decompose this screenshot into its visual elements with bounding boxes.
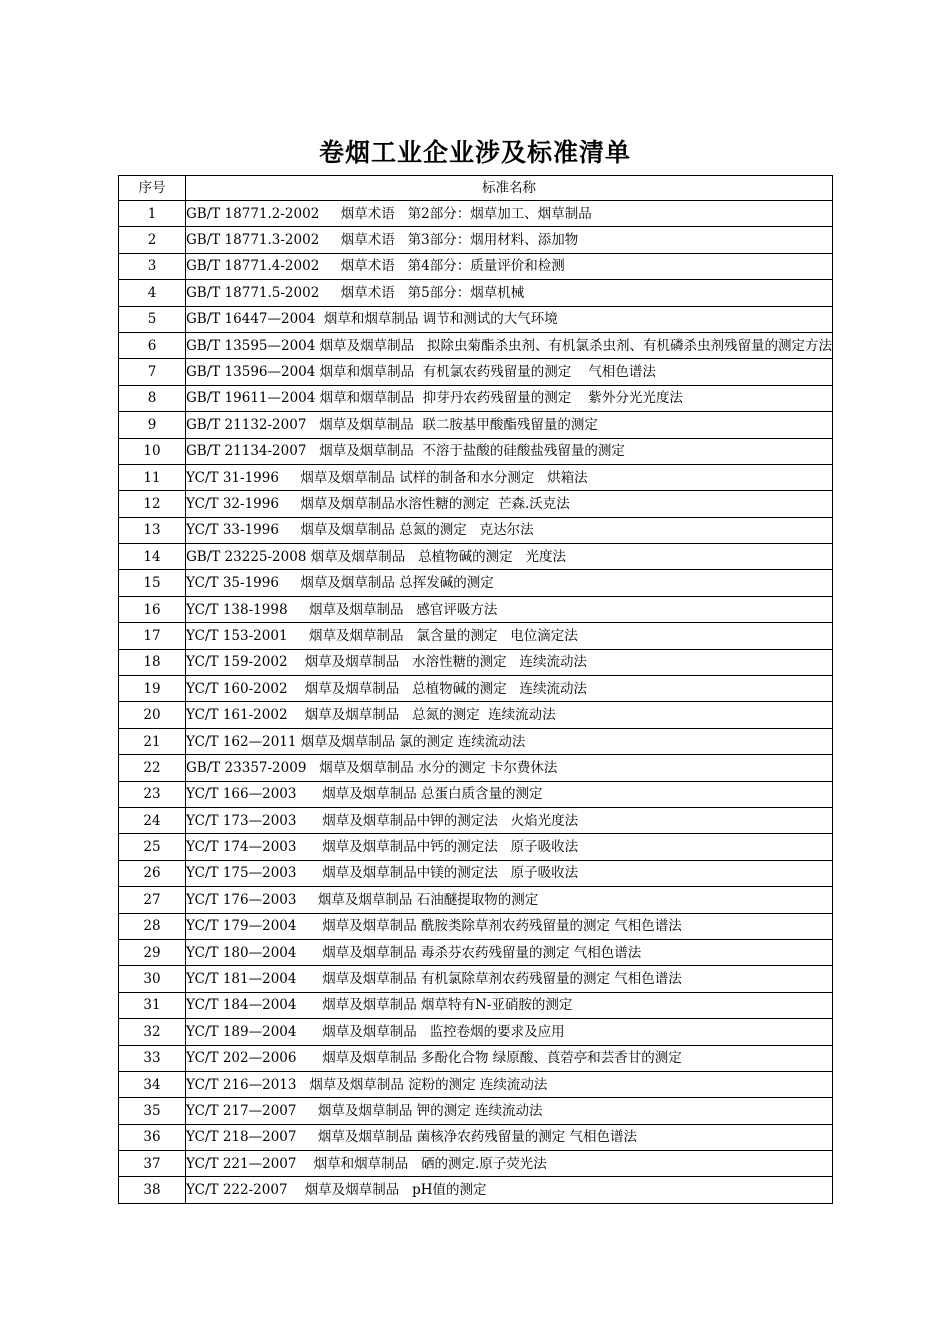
table-header-row: [119, 176, 833, 201]
row-number: 25: [119, 834, 186, 860]
standard-name: YC/T 216—2013 烟草及烟草制品 淀粉的测定 连续流动法: [186, 1071, 833, 1097]
table-row: [119, 702, 833, 728]
column-header-no: 序号: [119, 176, 186, 201]
row-number: 37: [119, 1151, 186, 1177]
standard-name: GB/T 18771.2-2002 烟草术语 第2部分：烟草加工、烟草制品: [186, 201, 833, 227]
table-row: [119, 596, 833, 622]
row-number: 10: [119, 438, 186, 464]
table-row: [119, 966, 833, 992]
standard-name: GB/T 21132-2007 烟草及烟草制品 联二胺基甲酸酯残留量的测定: [186, 412, 833, 438]
row-number: 29: [119, 939, 186, 965]
table-row: [119, 1151, 833, 1177]
row-number: 16: [119, 596, 186, 622]
table-row: [119, 939, 833, 965]
standard-name: GB/T 18771.4-2002 烟草术语 第4部分：质量评价和检测: [186, 253, 833, 279]
table-row: [119, 280, 833, 306]
standard-name: GB/T 23357-2009 烟草及烟草制品 水分的测定 卡尔费休法: [186, 755, 833, 781]
standard-name: GB/T 18771.3-2002 烟草术语 第3部分：烟用材料、添加物: [186, 227, 833, 253]
standards-table: [118, 175, 833, 1204]
table-row: [119, 544, 833, 570]
row-number: 20: [119, 702, 186, 728]
standard-name: GB/T 19611—2004 烟草和烟草制品 抑芽丹农药残留量的测定 紫外分光光度法: [186, 385, 833, 411]
standard-name: YC/T 159-2002 烟草及烟草制品 水溶性糖的测定 连续流动法: [186, 649, 833, 675]
table-row: [119, 807, 833, 833]
row-number: 17: [119, 623, 186, 649]
standard-name: YC/T 153-2001 烟草及烟草制品 氯含量的测定 电位滴定法: [186, 623, 833, 649]
standard-name: YC/T 218—2007 烟草及烟草制品 菌核净农药残留量的测定 气相色谱法: [186, 1124, 833, 1150]
table-row: [119, 992, 833, 1018]
table-row: [119, 306, 833, 332]
table-row: [119, 649, 833, 675]
table-row: [119, 887, 833, 913]
table-row: [119, 385, 833, 411]
table-row: [119, 412, 833, 438]
table-row: [119, 781, 833, 807]
column-header-name: 标准名称: [186, 176, 833, 201]
row-number: 9: [119, 412, 186, 438]
row-number: 8: [119, 385, 186, 411]
table-row: [119, 1019, 833, 1045]
row-number: 34: [119, 1071, 186, 1097]
standard-name: YC/T 180—2004 烟草及烟草制品 毒杀芬农药残留量的测定 气相色谱法: [186, 939, 833, 965]
row-number: 2: [119, 227, 186, 253]
table-row: [119, 676, 833, 702]
table-row: [119, 491, 833, 517]
row-number: 30: [119, 966, 186, 992]
document-title: 卷烟工业企业涉及标准清单: [318, 138, 631, 167]
standard-name: GB/T 23225-2008 烟草及烟草制品 总植物碱的测定 光度法: [186, 544, 833, 570]
table-row: [119, 570, 833, 596]
table-row: [119, 728, 833, 754]
table-row: [119, 755, 833, 781]
row-number: 11: [119, 464, 186, 490]
row-number: 22: [119, 755, 186, 781]
standard-name: YC/T 173—2003 烟草及烟草制品中钾的测定法 火焰光度法: [186, 807, 833, 833]
table-row: [119, 201, 833, 227]
row-number: 28: [119, 913, 186, 939]
table-row: [119, 464, 833, 490]
row-number: 5: [119, 306, 186, 332]
standard-name: YC/T 32-1996 烟草及烟草制品水溶性糖的测定 芒森.沃克法: [186, 491, 833, 517]
standard-name: YC/T 138-1998 烟草及烟草制品 感官评吸方法: [186, 596, 833, 622]
row-number: 7: [119, 359, 186, 385]
table-row: [119, 1045, 833, 1071]
standard-name: YC/T 181—2004 烟草及烟草制品 有机氯除草剂农药残留量的测定 气相色谱法: [186, 966, 833, 992]
standard-name: GB/T 13596—2004 烟草和烟草制品 有机氯农药残留量的测定 气相色谱法: [186, 359, 833, 385]
row-number: 32: [119, 1019, 186, 1045]
standard-name: YC/T 175—2003 烟草及烟草制品中镁的测定法 原子吸收法: [186, 860, 833, 886]
table-row: [119, 913, 833, 939]
standard-name: YC/T 202—2006 烟草及烟草制品 多酚化合物 绿原酸、莨菪亭和芸香甘的测定: [186, 1045, 833, 1071]
standard-name: YC/T 33-1996 烟草及烟草制品 总氮的测定 克达尔法: [186, 517, 833, 543]
table-row: [119, 1124, 833, 1150]
row-number: 35: [119, 1098, 186, 1124]
row-number: 27: [119, 887, 186, 913]
standard-name: YC/T 166—2003 烟草及烟草制品 总蛋白质含量的测定: [186, 781, 833, 807]
standard-name: GB/T 16447—2004 烟草和烟草制品 调节和测试的大气环境: [186, 306, 833, 332]
standard-name: YC/T 174—2003 烟草及烟草制品中钙的测定法 原子吸收法: [186, 834, 833, 860]
row-number: 12: [119, 491, 186, 517]
table-row: [119, 253, 833, 279]
row-number: 13: [119, 517, 186, 543]
table-body: [119, 201, 833, 1204]
row-number: 1: [119, 201, 186, 227]
row-number: 31: [119, 992, 186, 1018]
standard-name: YC/T 176—2003 烟草及烟草制品 石油醚提取物的测定: [186, 887, 833, 913]
table-row: [119, 438, 833, 464]
standard-name: YC/T 35-1996 烟草及烟草制品 总挥发碱的测定: [186, 570, 833, 596]
row-number: 14: [119, 544, 186, 570]
row-number: 3: [119, 253, 186, 279]
standard-name: YC/T 222-2007 烟草及烟草制品 pH值的测定: [186, 1177, 833, 1203]
standard-name: YC/T 221—2007 烟草和烟草制品 硒的测定.原子荧光法: [186, 1151, 833, 1177]
row-number: 19: [119, 676, 186, 702]
row-number: 33: [119, 1045, 186, 1071]
table-row: [119, 359, 833, 385]
standard-name: YC/T 179—2004 烟草及烟草制品 酰胺类除草剂农药残留量的测定 气相色谱法: [186, 913, 833, 939]
table-row: [119, 1098, 833, 1124]
row-number: 15: [119, 570, 186, 596]
row-number: 4: [119, 280, 186, 306]
standard-name: GB/T 18771.5-2002 烟草术语 第5部分：烟草机械: [186, 280, 833, 306]
standard-name: YC/T 189—2004 烟草及烟草制品 监控卷烟的要求及应用: [186, 1019, 833, 1045]
standard-name: GB/T 21134-2007 烟草及烟草制品 不溶于盐酸的硅酸盐残留量的测定: [186, 438, 833, 464]
row-number: 18: [119, 649, 186, 675]
row-number: 24: [119, 807, 186, 833]
row-number: 26: [119, 860, 186, 886]
table-row: [119, 834, 833, 860]
standard-name: YC/T 160-2002 烟草及烟草制品 总植物碱的测定 连续流动法: [186, 676, 833, 702]
table-row: [119, 517, 833, 543]
table-row: [119, 1071, 833, 1097]
standard-name: YC/T 184—2004 烟草及烟草制品 烟草特有N-亚硝胺的测定: [186, 992, 833, 1018]
table-row: [119, 623, 833, 649]
table-row: [119, 332, 833, 358]
row-number: 36: [119, 1124, 186, 1150]
table-row: [119, 1177, 833, 1203]
table-row: [119, 227, 833, 253]
row-number: 21: [119, 728, 186, 754]
table-row: [119, 860, 833, 886]
standard-name: YC/T 161-2002 烟草及烟草制品 总氮的测定 连续流动法: [186, 702, 833, 728]
row-number: 38: [119, 1177, 186, 1203]
row-number: 23: [119, 781, 186, 807]
row-number: 6: [119, 332, 186, 358]
standard-name: GB/T 13595—2004 烟草及烟草制品 拟除虫菊酯杀虫剂、有机氯杀虫剂、有机磷杀虫剂残留量的测定方法: [186, 332, 833, 358]
standard-name: YC/T 31-1996 烟草及烟草制品 试样的制备和水分测定 烘箱法: [186, 464, 833, 490]
standard-name: YC/T 217—2007 烟草及烟草制品 钾的测定 连续流动法: [186, 1098, 833, 1124]
standard-name: YC/T 162—2011 烟草及烟草制品 氯的测定 连续流动法: [186, 728, 833, 754]
